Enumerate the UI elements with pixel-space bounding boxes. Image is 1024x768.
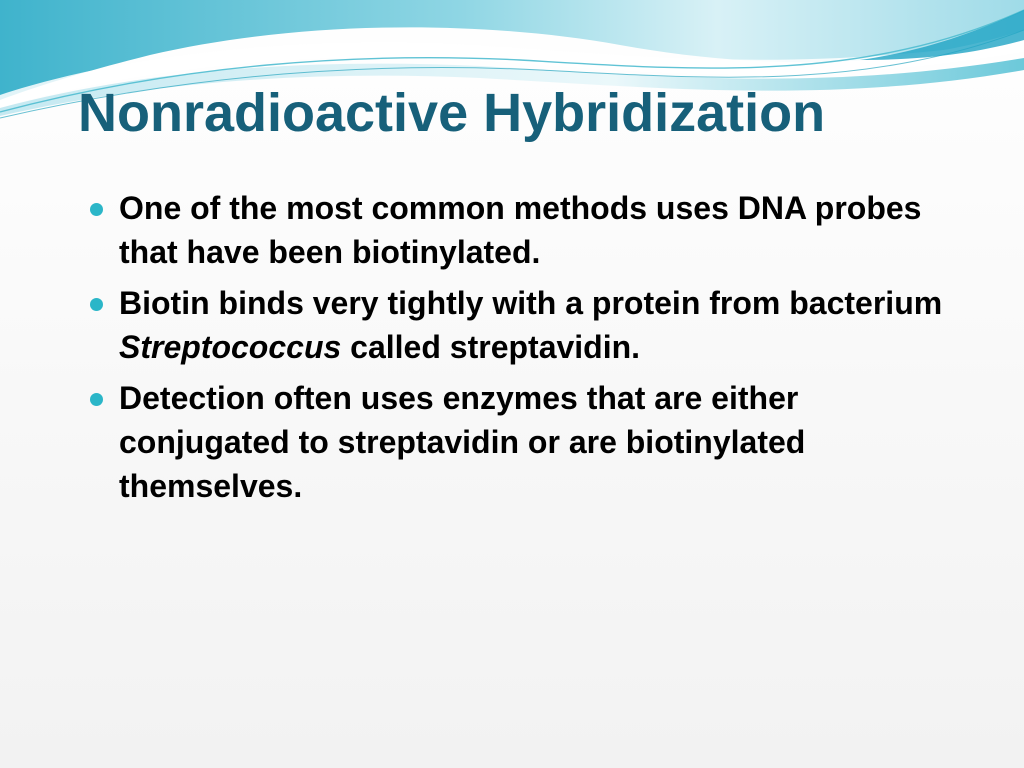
bullet-item — [88, 281, 960, 369]
bullet-text-segment: called streptavidin. — [341, 329, 641, 365]
bullet-text — [119, 190, 921, 270]
bullet-marker-icon — [90, 393, 103, 406]
bullet-item — [88, 376, 948, 508]
bullet-text-segment: One of the most common methods uses DNA probes that have been biotinylated. — [119, 190, 922, 270]
bullet-text — [119, 285, 960, 365]
bullet-italic-term: Streptococcus — [119, 329, 342, 365]
slide-title: Nonradioactive Hybridization — [78, 83, 826, 143]
bullet-item — [88, 186, 948, 274]
bullet-text-segment: Biotin binds very tightly with a protein from bacterium — [119, 285, 960, 321]
bullet-text — [119, 380, 805, 504]
bullet-list — [88, 186, 960, 515]
bullet-text-segment: Detection often uses enzymes that are either conjugated to streptavidin or are biotinylated themselves. — [119, 380, 806, 504]
bullet-marker-icon — [90, 298, 103, 311]
bullet-marker-icon — [90, 203, 103, 216]
